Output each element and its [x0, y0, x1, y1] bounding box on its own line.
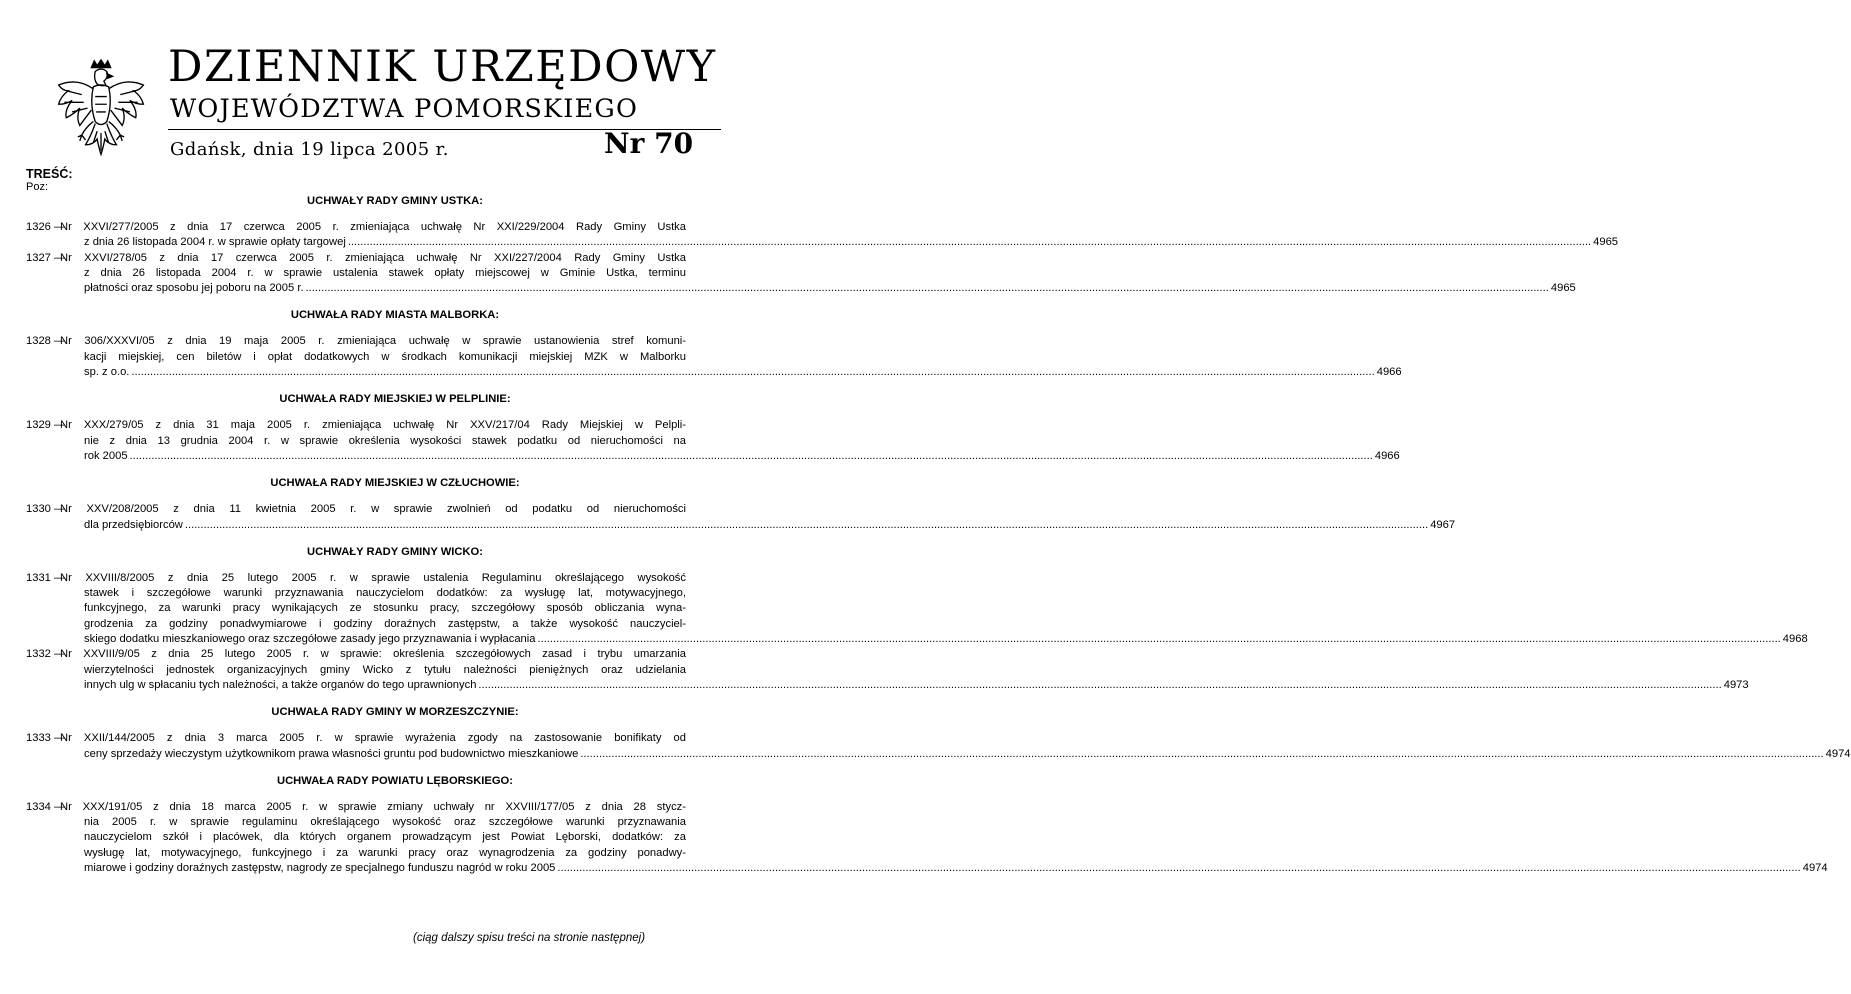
leader-dots: ................................................................................................................................................................................................................................................................................................................................................................................................................	[131, 366, 1375, 379]
entry-last-line	[26, 235, 1619, 250]
entry-line: Nr 306/XXXVI/05 z dnia 19 maja 2005 r. zmieniająca uchwałę w sprawie ustanowienia stref komuni-	[60, 335, 686, 348]
entry-line: Nr XXX/191/05 z dnia 18 marca 2005 r. w sprawie zmiany uchwały nr XXVIII/177/05 z dnia 28 stycz-	[60, 800, 686, 813]
toc-entry	[26, 502, 1456, 533]
entry-line: Nr XXX/279/05 z dnia 31 maja 2005 r. zmieniająca uchwałę Nr XXV/217/04 Rady Miejskiej w Pelpli-	[60, 419, 686, 432]
entry-line: Nr XXVIII/8/2005 z dnia 25 lutego 2005 r. w sprawie ustalenia Regulaminu określającego wysokość	[60, 571, 686, 584]
eagle-emblem-icon	[52, 58, 150, 164]
entry-number: 1326 —	[26, 221, 66, 233]
entry-last-line	[26, 281, 1576, 296]
leader-dots: ................................................................................................................................................................................................................................................................................................................................................................................................................	[580, 747, 1824, 760]
toc-section	[0, 774, 1828, 876]
page-number: 4974	[1825, 747, 1851, 760]
toc-entry	[26, 220, 1619, 251]
page-number: 4967	[1430, 518, 1456, 531]
section-heading: UCHWAŁY RADY GMINY USTKA:	[307, 195, 483, 207]
section-heading: UCHWAŁA RADY POWIATU LĘBORSKIEGO:	[277, 774, 513, 787]
entry-text: ceny sprzedaży wieczystym użytkownikom prawa własności gruntu pod budownictwo mieszkaniowe	[84, 747, 579, 760]
toc-entry	[26, 334, 1402, 380]
entry-last-line	[26, 747, 1851, 762]
toc-section	[0, 476, 1456, 533]
section-heading: UCHWAŁA RADY MIASTA MALBORKA:	[290, 309, 500, 322]
entry-line: wierzytelności jednostek organizacyjnych gminy Wicko z tytułu należności pieniężnych oraz udzielania	[84, 663, 686, 676]
entry-line: z dnia 26 listopada 2004 r. w sprawie ustalenia stawek opłaty miejscowej w Gminie Ustka, terminu	[84, 266, 686, 279]
entry-line: Nr XXVIII/9/05 z dnia 25 lutego 2005 r. w sprawie: określenia szczegółowych zasad i trybu umarzania	[60, 648, 686, 661]
issue-number: Nr 70	[604, 127, 694, 160]
page-number: 4966	[1376, 366, 1402, 379]
toc-entry	[26, 571, 1808, 647]
entry-line: funkcyjnego, za warunki pracy wynikających ze stosunku pracy, szczegółowy sposób obliczania wyna-	[84, 602, 686, 615]
page-number: 4973	[1723, 678, 1749, 691]
entry-last-line	[26, 449, 1400, 464]
entry-text: sp. z o.o.	[84, 366, 130, 379]
entry-number: 1327 —	[26, 251, 66, 264]
leader-dots: ................................................................................................................................................................................................................................................................................................................................................................................................................	[537, 633, 1781, 646]
toc-section	[0, 392, 1400, 464]
entry-text: miarowe i godziny doraźnych zastępstw, nagrody ze specjalnego funduszu nagród w roku 2005	[84, 862, 556, 875]
page-number: 4966	[1374, 449, 1400, 462]
section-heading: UCHWAŁY RADY GMINY WICKO:	[307, 545, 483, 558]
entry-number: 1331 —	[26, 571, 66, 584]
entry-text: innych ulg w spłacaniu tych należności, a także organów do tego uprawnionych	[84, 678, 477, 691]
entry-line: nie z dnia 13 grudnia 2004 r. w sprawie określenia wysokości stawek podatku od nieruchomości na	[84, 434, 686, 447]
leader-dots: ................................................................................................................................................................................................................................................................................................................................................................................................................	[129, 449, 1373, 462]
continuation-note: (ciąg dalszy spisu treści na stronie następnej)	[413, 932, 646, 944]
section-heading: UCHWAŁA RADY MIEJSKIEJ W CZŁUCHOWIE:	[270, 477, 520, 490]
entry-line: stawek i szczegółowe warunki przyznawania nauczycielom dodatków: za wysługę lat, motywacyjnego,	[84, 587, 686, 600]
entry-number: 1332 —	[26, 648, 66, 661]
entry-last-line	[26, 518, 1456, 533]
toc-entry	[26, 418, 1400, 464]
page-number: 4968	[1782, 633, 1808, 646]
section-heading: UCHWAŁA RADY GMINY W MORZESZCZYNIE:	[271, 706, 519, 719]
entry-last-line	[26, 678, 1749, 693]
toc-entry	[26, 251, 1576, 297]
place-date: Gdańsk, dnia 19 lipca 2005 r.	[170, 139, 449, 160]
entry-text: płatności oraz sposobu jej poboru na 2005 r.	[84, 282, 304, 295]
table-of-contents	[0, 190, 1851, 876]
entry-line: grodzenia za godziny ponadwymiarowe i godziny doraźnych zastępstw, a także wysokość nauczyciel-	[84, 617, 686, 630]
leader-dots: ................................................................................................................................................................................................................................................................................................................................................................................................................	[184, 518, 1429, 531]
leader-dots: ................................................................................................................................................................................................................................................................................................................................................................................................................	[478, 678, 1722, 691]
journal-subtitle: WOJEWÓDZTWA POMORSKIEGO	[170, 94, 639, 124]
leader-dots: ................................................................................................................................................................................................................................................................................................................................................................................................................	[305, 282, 1549, 295]
entry-last-line	[26, 861, 1828, 876]
entry-line: wysługę lat, motywacyjnego, funkcyjnego i za warunki pracy oraz wynagrodzenia za godziny ponadwy-	[84, 846, 686, 859]
toc-entry	[26, 731, 1851, 762]
toc-entry	[26, 800, 1828, 876]
entry-line: kacji miejskiej, cen biletów i opłat dodatkowych w środkach komunikacji miejskiej MZK w Malborku	[84, 350, 686, 363]
entry-text: skiego dodatku mieszkaniowego oraz szczegółowe zasady jego przyznawania i wypłacania	[84, 633, 536, 646]
entry-number: 1334 —	[26, 800, 66, 813]
entry-text: dla przedsiębiorców	[84, 518, 183, 531]
toc-heading: TREŚĆ:	[26, 167, 73, 181]
page-number: 4974	[1802, 862, 1828, 875]
toc-section	[0, 308, 1402, 380]
toc-section	[0, 194, 1619, 296]
entry-number: 1328 —	[26, 335, 66, 348]
entry-number: 1329 —	[26, 419, 66, 432]
entry-line: nauczycielom szkół i placówek, dla których organem prowadzącym jest Powiat Lęborski, dodatków: za	[84, 831, 686, 844]
entry-number: 1333 —	[26, 732, 66, 745]
leader-dots: ................................................................................................................................................................................................................................................................................................................................................................................................................	[557, 862, 1801, 875]
page-number: 4965	[1593, 236, 1619, 249]
entry-last-line	[26, 632, 1808, 647]
toc-section	[0, 705, 1851, 762]
entry-number: 1330 —	[26, 503, 66, 516]
leader-dots: ................................................................................................................................................................................................................................................................................................................................................................................................................	[347, 236, 1592, 249]
toc-section	[0, 545, 1808, 693]
entry-line: Nr XXVI/278/05 z dnia 17 czerwca 2005 r. zmieniająca uchwałę Nr XXI/227/2004 Rady Gminy Ustka	[60, 251, 686, 264]
section-heading: UCHWAŁA RADY MIEJSKIEJ W PELPLINIE:	[279, 393, 511, 406]
entry-last-line	[26, 365, 1402, 380]
page-number: 4965	[1550, 282, 1576, 295]
entry-line: Nr XXV/208/2005 z dnia 11 kwietnia 2005 r. w sprawie zwolnień od podatku od nieruchomości	[60, 503, 686, 516]
entry-text: z dnia 26 listopada 2004 r. w sprawie opłaty targowej	[84, 236, 346, 249]
entry-text: rok 2005	[84, 449, 128, 462]
toc-position-label: Poz:	[26, 181, 49, 193]
entry-line: nia 2005 r. w sprawie regulaminu określającego wysokość oraz szczegółowe warunki przyznawania	[84, 816, 686, 829]
toc-entry	[26, 647, 1749, 693]
entry-line: Nr XXII/144/2005 z dnia 3 marca 2005 r. w sprawie wyrażenia zgody na zastosowanie bonifikaty od	[60, 732, 686, 745]
entry-line: Nr XXVI/277/2005 z dnia 17 czerwca 2005 r. zmieniająca uchwałę Nr XXI/229/2004 Rady Gminy Ustka	[60, 221, 686, 233]
journal-title: DZIENNIK URZĘDOWY	[168, 42, 717, 92]
